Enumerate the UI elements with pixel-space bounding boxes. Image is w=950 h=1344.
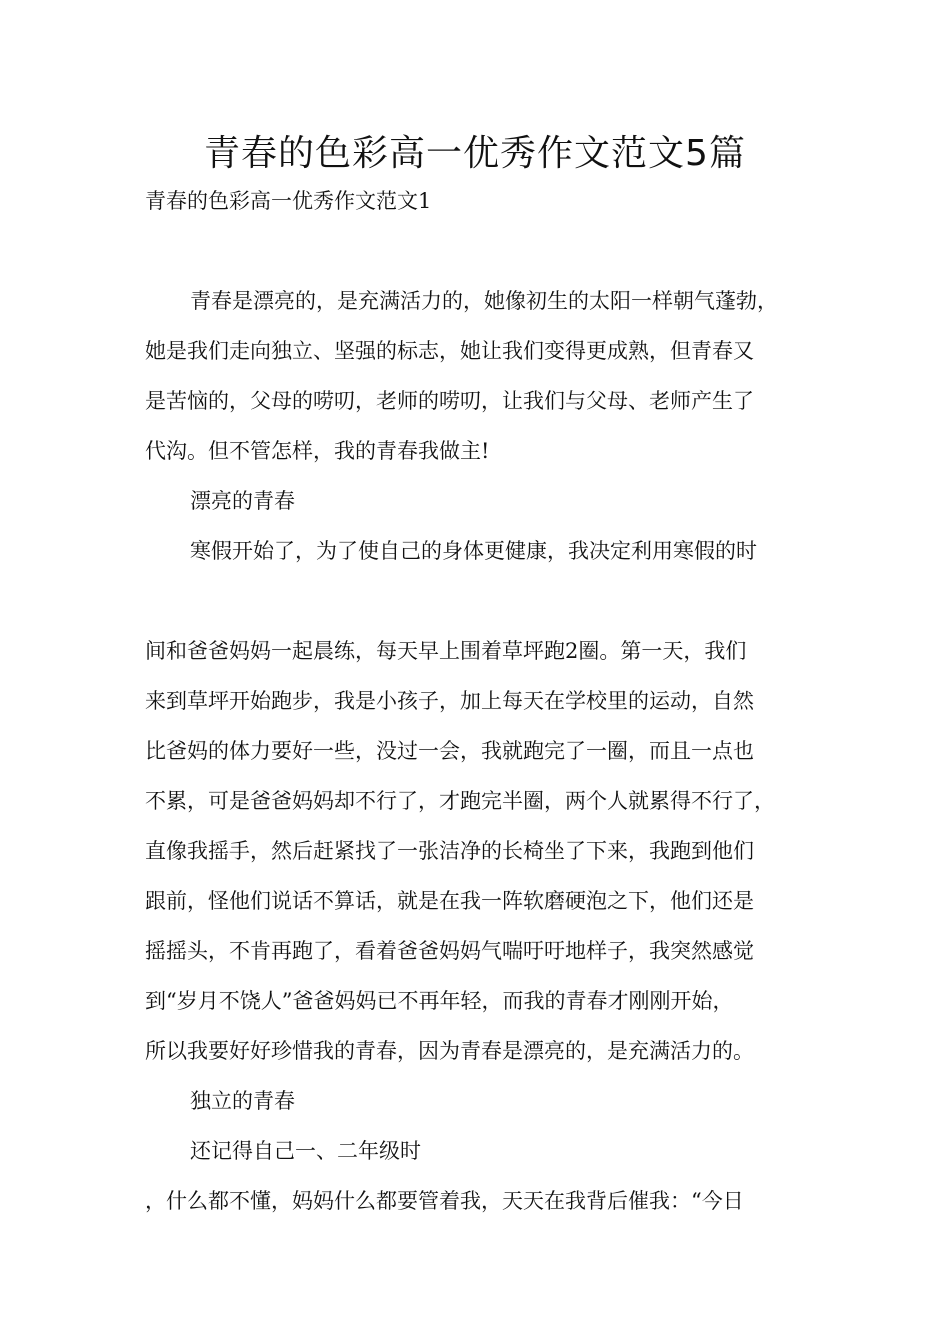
paragraph-line: 还记得自己一、二年级时 <box>190 1139 421 1163</box>
document-subtitle: 青春的色彩高一优秀作文范文1 <box>145 189 432 213</box>
paragraph-line: 比爸妈的体力要好一些，没过一会，我就跑完了一圈，而且一点也 <box>145 739 754 763</box>
paragraph-line: 间和爸爸妈妈一起晨练，每天早上围着草坪跑2圈。第一天，我们 <box>145 639 747 663</box>
paragraph-line: 她是我们走向独立、坚强的标志，她让我们变得更成熟，但青春又 <box>145 339 754 363</box>
paragraph-line: ，什么都不懂，妈妈什么都要管着我，天天在我背后催我：“今日 <box>145 1189 744 1213</box>
paragraph-line: 摇摇头，不肯再跑了，看着爸爸妈妈气喘吁吁地样子，我突然感觉 <box>145 939 754 963</box>
paragraph-line: 不累，可是爸爸妈妈却不行了，才跑完半圈，两个人就累得不行了， <box>145 789 775 813</box>
paragraph-line: 来到草坪开始跑步，我是小孩子，加上每天在学校里的运动，自然 <box>145 689 754 713</box>
document-title: 青春的色彩高一优秀作文范文5篇 <box>204 133 746 174</box>
paragraph-line: 代沟。但不管怎样，我的青春我做主! <box>145 439 490 463</box>
section-heading: 独立的青春 <box>190 1089 295 1113</box>
paragraph-line: 到“岁月不饶人”爸爸妈妈已不再年轻，而我的青春才刚刚开始， <box>145 989 734 1013</box>
paragraph-line: 跟前，怪他们说话不算话，就是在我一阵软磨硬泡之下，他们还是 <box>145 889 754 913</box>
paragraph-line: 寒假开始了，为了使自己的身体更健康，我决定利用寒假的时 <box>190 539 757 563</box>
paragraph-line: 直像我摇手，然后赶紧找了一张洁净的长椅坐了下来，我跑到他们 <box>145 839 754 863</box>
paragraph-line: 青春是漂亮的，是充满活力的，她像初生的太阳一样朝气蓬勃， <box>190 289 778 313</box>
paragraph-line: 是苦恼的，父母的唠叨，老师的唠叨，让我们与父母、老师产生了 <box>145 389 754 413</box>
section-heading: 漂亮的青春 <box>190 489 295 513</box>
paragraph-line: 所以我要好好珍惜我的青春，因为青春是漂亮的，是充满活力的。 <box>145 1039 754 1063</box>
